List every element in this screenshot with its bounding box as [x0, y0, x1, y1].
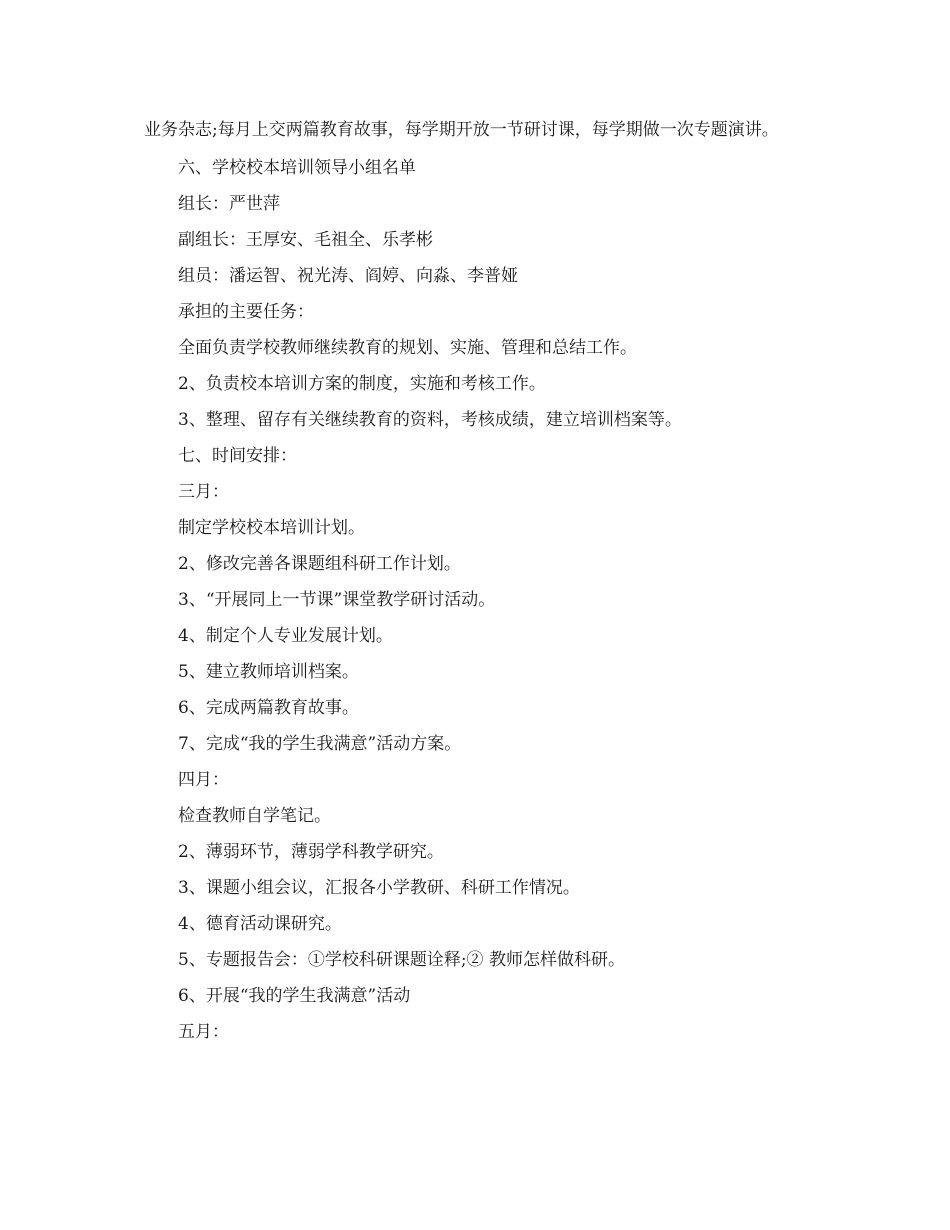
month-heading-may: 五月： — [178, 1022, 229, 1042]
list-item: 3、整理、留存有关继续教育的资料，考核成绩，建立培训档案等。 — [178, 410, 682, 430]
list-item: 全面负责学校教师继续教育的规划、实施、管理和总结工作。 — [178, 338, 637, 358]
list-item: 3、“开展同上一节课”课堂教学研讨活动。 — [178, 590, 496, 610]
paragraph-group-leader: 组长：严世萍 — [178, 194, 280, 214]
paragraph-members: 组员：潘运智、祝光涛、阎婷、向淼、李普娅 — [178, 266, 518, 286]
list-item: 制定学校校本培训计划。 — [178, 518, 365, 538]
list-item: 2、薄弱环节，薄弱学科教学研究。 — [178, 842, 444, 862]
month-heading-april: 四月： — [178, 770, 229, 790]
list-item: 6、开展“我的学生我满意”活动 — [178, 986, 411, 1006]
list-item: 4、德育活动课研究。 — [178, 914, 342, 934]
list-item: 2、负责校本培训方案的制度，实施和考核工作。 — [178, 374, 546, 394]
list-item: 2、修改完善各课题组科研工作计划。 — [178, 554, 461, 574]
paragraph-tasks-heading: 承担的主要任务： — [178, 302, 314, 322]
list-item: 5、建立教师培训档案。 — [178, 662, 359, 682]
month-heading-march: 三月： — [178, 482, 229, 502]
list-item: 4、制定个人专业发展计划。 — [178, 626, 393, 646]
list-item: 3、课题小组会议，汇报各小学教研、科研工作情况。 — [178, 878, 580, 898]
list-item: 6、完成两篇教育故事。 — [178, 698, 359, 718]
document-body — [144, 114, 814, 1050]
list-item: 7、完成“我的学生我满意”活动方案。 — [178, 734, 462, 754]
list-item: 5、专题报告会：①学校科研课题诠释;② 教师怎样做科研。 — [178, 950, 625, 970]
section-heading-seven: 七、时间安排： — [178, 446, 297, 466]
paragraph-deputy-leaders: 副组长：王厚安、毛祖全、乐孝彬 — [178, 230, 433, 250]
list-item: 检查教师自学笔记。 — [178, 806, 331, 826]
section-heading-six: 六、学校校本培训领导小组名单 — [178, 158, 416, 178]
paragraph-continuation: 业务杂志;每月上交两篇教育故事，每学期开放一节研讨课，每学期做一次专题演讲。 — [144, 120, 779, 140]
